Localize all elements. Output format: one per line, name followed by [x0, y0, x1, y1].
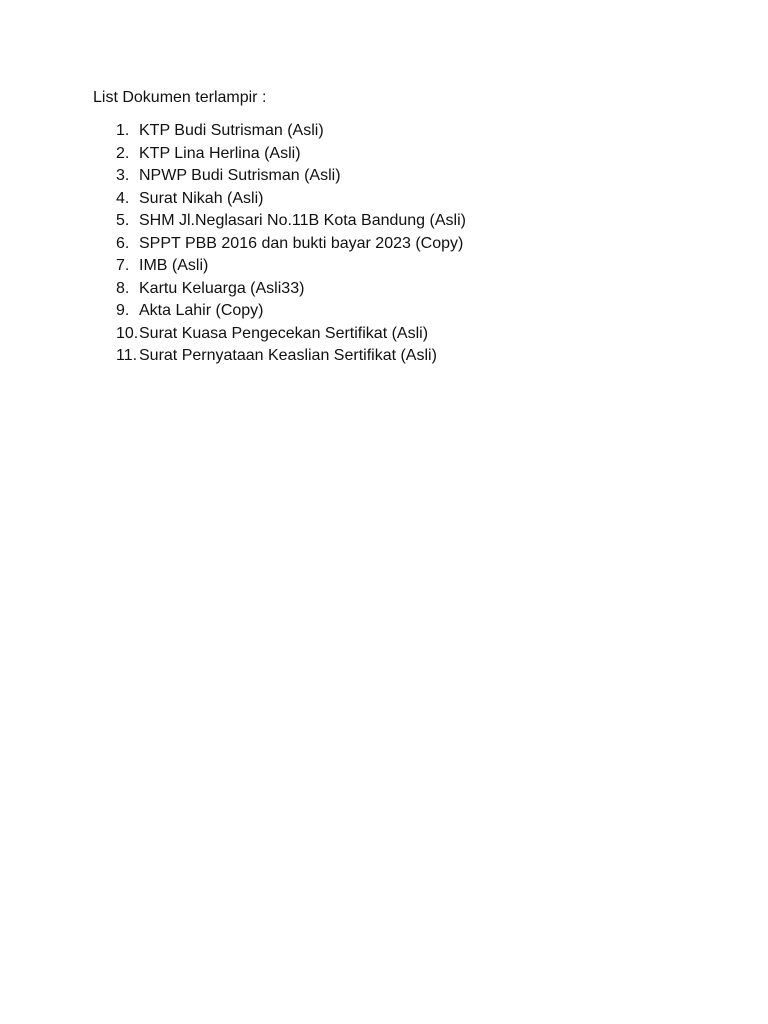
list-item-text: SPPT PBB 2016 dan bukti bayar 2023 (Copy): [139, 234, 464, 252]
list-item: [93, 165, 466, 188]
list-item: [93, 210, 466, 233]
document-heading: List Dokumen terlampir :: [93, 89, 267, 106]
list-item-text: Kartu Keluarga (Asli33): [139, 279, 305, 297]
list-item-number: 9.: [116, 302, 130, 319]
list-item: [93, 345, 466, 368]
list-item: [93, 188, 466, 211]
list-item: [93, 120, 466, 143]
list-item: [93, 323, 466, 346]
list-item-number: 11.: [116, 347, 138, 364]
list-item-number: 5.: [116, 212, 130, 229]
list-item-text: Surat Nikah (Asli): [139, 189, 264, 207]
list-item-text: Akta Lahir (Copy): [139, 302, 264, 319]
list-item: [93, 278, 466, 301]
list-item: [93, 300, 466, 323]
list-item-text: KTP Budi Sutrisman (Asli): [139, 122, 324, 139]
list-item-number: 4.: [116, 189, 130, 207]
list-item-text: KTP Lina Herlina (Asli): [139, 144, 301, 162]
list-item: [93, 143, 466, 166]
list-item-text: IMB (Asli): [139, 257, 209, 274]
list-item: [93, 233, 466, 256]
list-item-number: 1.: [116, 122, 130, 139]
list-item-number: 7.: [116, 257, 130, 274]
list-item-number: 2.: [116, 144, 130, 162]
document-list: [93, 120, 466, 368]
list-item-text: Surat Pernyataan Keaslian Sertifikat (Asli): [139, 347, 437, 364]
list-item-number: 8.: [116, 279, 130, 297]
list-item-text: NPWP Budi Sutrisman (Asli): [139, 167, 341, 184]
list-item-number: 6.: [116, 234, 130, 252]
list-item-number: 10.: [116, 324, 139, 342]
list-item-text: SHM Jl.Neglasari No.11B Kota Bandung (Asli): [139, 212, 466, 229]
list-item-number: 3.: [116, 167, 130, 184]
list-item-text: Surat Kuasa Pengecekan Sertifikat (Asli): [139, 324, 429, 342]
list-item: [93, 255, 466, 278]
